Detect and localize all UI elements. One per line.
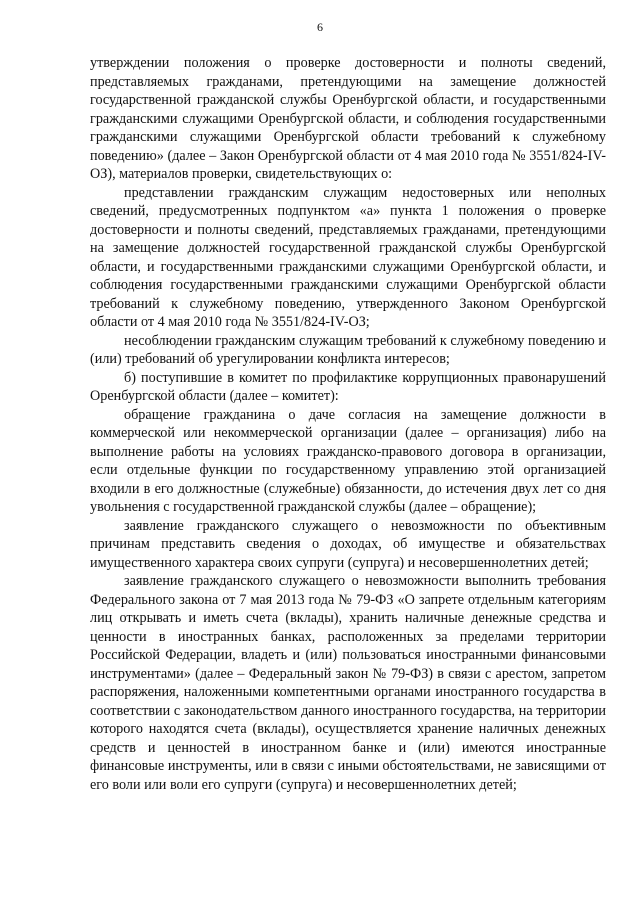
paragraph-non-compliance: несоблюдении гражданским служащим требований к служебному поведению и (или) требований об урегулировании конфликта интересов; [90, 332, 606, 367]
paragraph-income-statement: заявление гражданского служащего о невозможности по объективным причинам представить сведения о доходах, об имуществе и обязательствах имущественного характера своих супруги (супруга) и несовершеннолетних детей; [90, 517, 606, 571]
paragraph-committee-received: б) поступившие в комитет по профилактике коррупционных правонарушений Оренбургской области (далее – комитет): [90, 369, 606, 404]
document-body [90, 54, 606, 794]
paragraph-citizen-appeal: обращение гражданина о даче согласия на замещение должности в коммерческой или некоммерческой организации (далее – организация) либо на выполнение работы на условиях гражданско-правового договора в организации, если отдельные функции по государственному управлению этой организацией входили в его должностные (служебные) обязанности, до истечения двух лет со дня увольнения с государственной гражданской службы (далее – обращение); [90, 406, 606, 515]
page-number: 6 [317, 20, 323, 34]
paragraph-foreign-accounts: заявление гражданского служащего о невозможности выполнить требования Федерального закона от 7 мая 2013 года № 79-ФЗ «О запрете отдельным категориям лиц открывать и иметь счета (вклады), хранить наличные денежные средства и ценности в иностранных банках, расположенных за пределами территории Российской Федерации, владеть и (или) пользоваться иностранными финансовыми инструментами» (далее – Федеральный закон № 79-ФЗ) в связи с арестом, запретом распоряжения, наложенными компетентными органами иностранного государства в соответствии с законодательством данного иностранного государства, на территории которого находятся счета (вклады), осуществляется хранение наличных денежных средств и ценностей в иностранном банке и (или) имеются иностранные финансовые инструменты, или в связи с иными обстоятельствами, не зависящими от его воли или воли его супруги (супруга) и несовершеннолетних детей; [90, 573, 606, 793]
paragraph-false-information: представлении гражданским служащим недостоверных или неполных сведений, предусмотренных подпунктом «а» пункта 1 положения о проверке достоверности и полноты сведений, представляемых гражданами, претендующими на замещение должностей государственной гражданской службы Оренбургской области, и государственными гражданскими служащими Оренбургской области, и соблюдения государственными гражданскими служащими Оренбургской области требований к служебному поведению, утвержденного Законом Оренбургской области от 4 мая 2010 года № 3551/824-IV-ОЗ; [90, 184, 606, 330]
paragraph-continuation: утверждении положения о проверке достоверности и полноты сведений, представляемых гражданами, претендующими на замещение должностей государственной гражданской службы Оренбургской области, и государственными гражданскими служащими Оренбургской области, и соблюдения государственными гражданскими служащими Оренбургской области требований к служебному поведению» (далее – Закон Оренбургской области от 4 мая 2010 года № 3551/824-IV-ОЗ), материалов проверки, свидетельствующих о: [90, 55, 606, 182]
